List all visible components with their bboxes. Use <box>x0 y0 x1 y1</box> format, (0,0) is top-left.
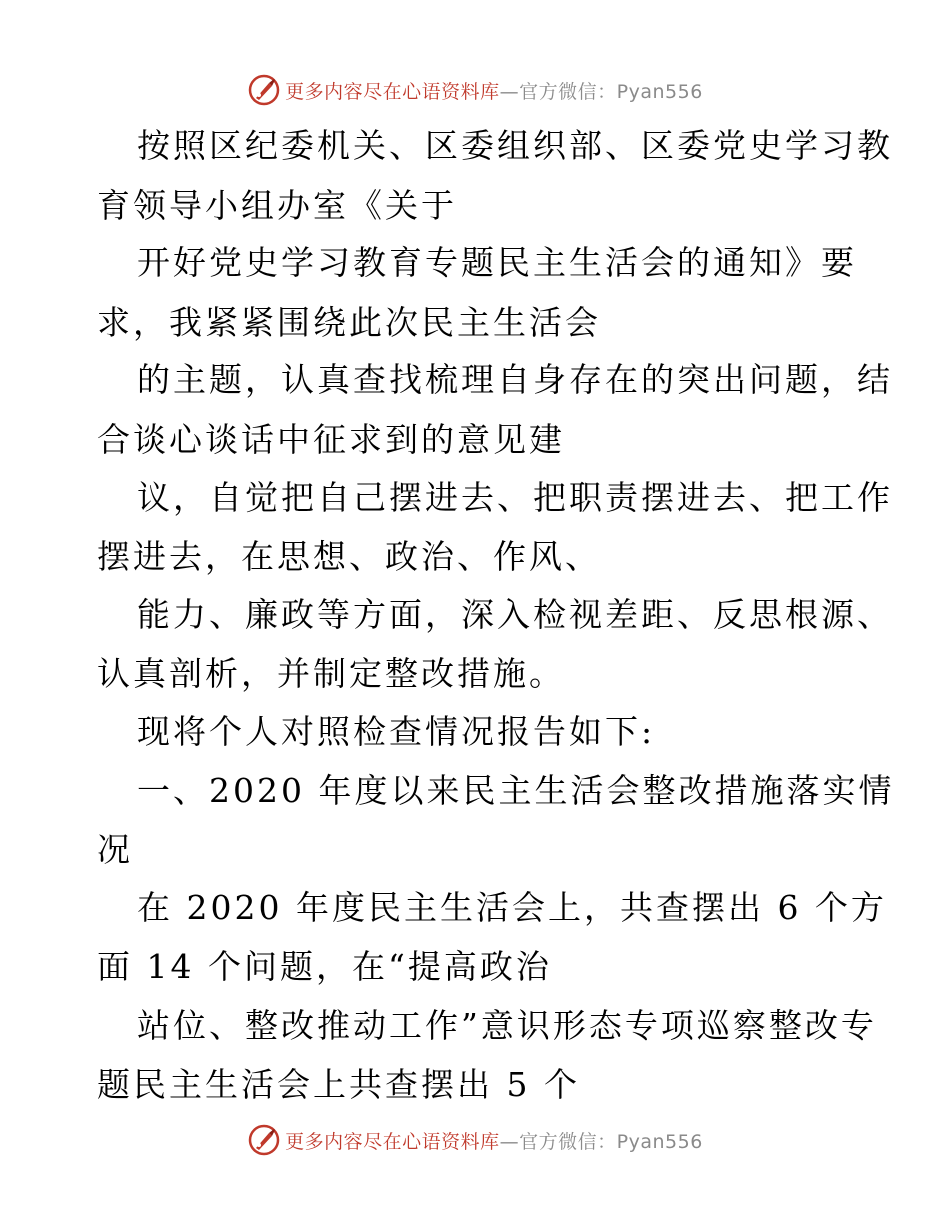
watermark-text <box>285 1127 703 1154</box>
text-line: 能力、廉政等方面，深入检视差距、反思根源、 <box>137 595 893 634</box>
footer-watermark <box>0 1120 950 1160</box>
watermark-contact: 官方微信：Pyan556 <box>519 80 703 103</box>
text-line: 合谈心谈话中征求到的意见建 <box>97 420 565 459</box>
text-line: 站位、整改推动工作”意识形态专项巡察整改专 <box>137 1006 877 1045</box>
text-line: 的主题，认真查找梳理自身存在的突出问题，结 <box>137 360 893 399</box>
text-line: 认真剖析，并制定整改措施。 <box>97 654 565 693</box>
watermark-dash: — <box>499 1130 520 1153</box>
text-line: 题民主生活会上共查摆出 5 个 <box>97 1065 580 1104</box>
text-line: 议，自觉把自己摆进去、把职责摆进去、把工作 <box>137 478 893 517</box>
watermark-dash: — <box>499 80 520 103</box>
text-line: 面 14 个问题，在“提高政治 <box>97 947 552 986</box>
text-line: 现将个人对照检查情况报告如下: <box>137 712 656 751</box>
watermark-brand: 更多内容尽在心语资料库 <box>285 80 500 103</box>
text-line: 况 <box>97 830 133 869</box>
watermark-brand: 更多内容尽在心语资料库 <box>285 1130 500 1153</box>
quill-seal-icon <box>247 73 281 107</box>
text-line: 育领导小组办室《关于 <box>97 186 457 225</box>
watermark-text <box>285 77 703 104</box>
quill-seal-icon <box>247 1123 281 1157</box>
text-line: 按照区纪委机关、区委组织部、区委党史学习教 <box>137 126 893 165</box>
watermark-contact: 官方微信：Pyan556 <box>519 1130 703 1153</box>
text-line: 开好党史学习教育专题民主生活会的通知》要 <box>137 243 857 282</box>
text-line: 在 2020 年度民主生活会上，共查摆出 6 个方 <box>137 888 887 927</box>
header-watermark <box>0 70 950 110</box>
text-line: 一、2020 年度以来民主生活会整改措施落实情 <box>137 771 895 810</box>
text-line: 求，我紧紧围绕此次民主生活会 <box>97 303 601 342</box>
text-line: 摆进去，在思想、政治、作风、 <box>97 537 601 576</box>
